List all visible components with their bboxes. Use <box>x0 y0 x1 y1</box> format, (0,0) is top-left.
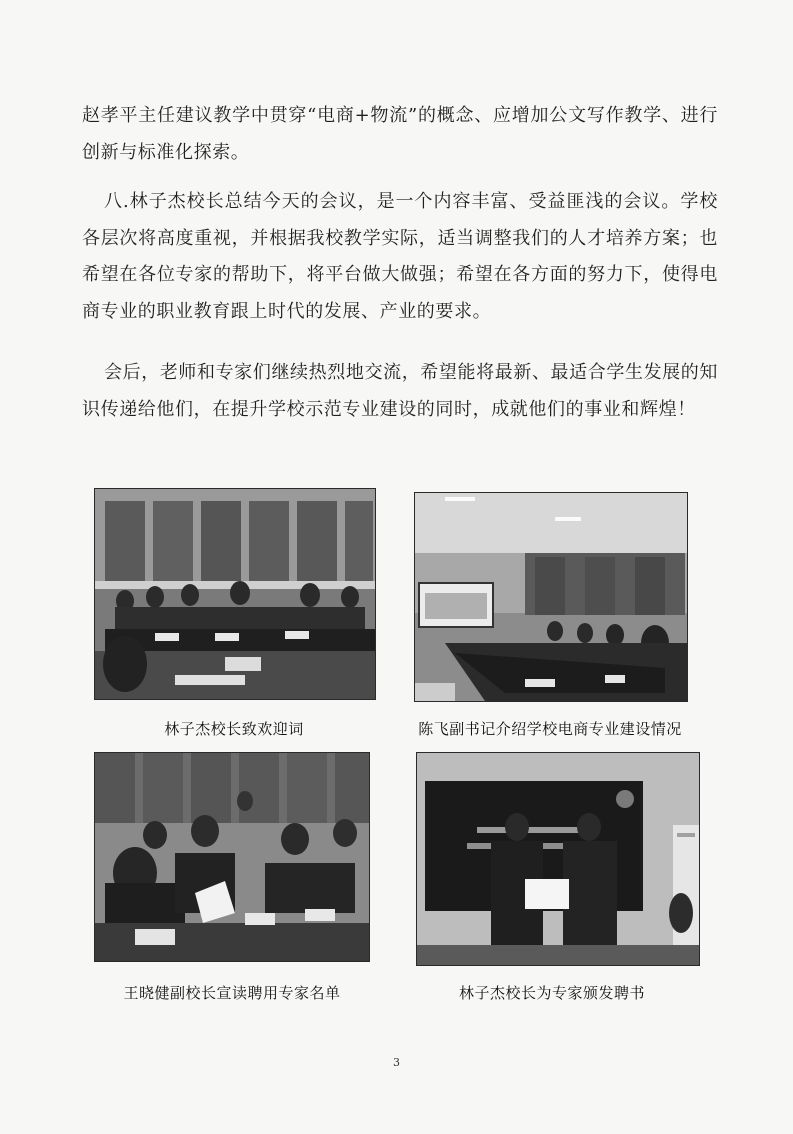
paragraph-2: 八.林子杰校长总结今天的会议，是一个内容丰富、受益匪浅的会议。学校各层次将高度重视，并根据我校教学实际，适当调整我们的人才培养方案；也希望在各位专家的帮助下，将平台做大做强；希望在各方面的努力下，使得电商专业的职业教育跟上时代的发展、产业的要求。 <box>82 191 718 322</box>
photo-caption-4: 林子杰校长为专家颁发聘书 <box>458 984 645 1002</box>
photo-award-certificate-image <box>417 753 699 965</box>
photo-welcome-speech <box>94 488 376 700</box>
photo-major-introduction <box>414 492 688 702</box>
photo-reading-list-image <box>95 753 369 961</box>
photo-caption-1: 林子杰校长致欢迎词 <box>164 720 304 738</box>
photo-welcome-speech-image <box>95 489 375 699</box>
paragraph-1: 赵孝平主任建议教学中贯穿“电商+物流”的概念、应增加公文写作教学、进行创新与标准化探索。 <box>82 105 718 163</box>
photo-reading-list <box>94 752 370 962</box>
photo-major-introduction-image <box>415 493 687 701</box>
paragraph-3: 会后，老师和专家们继续热烈地交流，希望能将最新、最适合学生发展的知识传递给他们，在提升学校示范专业建设的同时，成就他们的事业和辉煌！ <box>82 362 718 420</box>
page-number: 3 <box>393 1056 400 1069</box>
photo-award-certificate <box>416 752 700 966</box>
photo-caption-3: 王晓健副校长宣读聘用专家名单 <box>123 984 341 1002</box>
photo-caption-2: 陈飞副书记介绍学校电商专业建设情况 <box>418 720 682 738</box>
